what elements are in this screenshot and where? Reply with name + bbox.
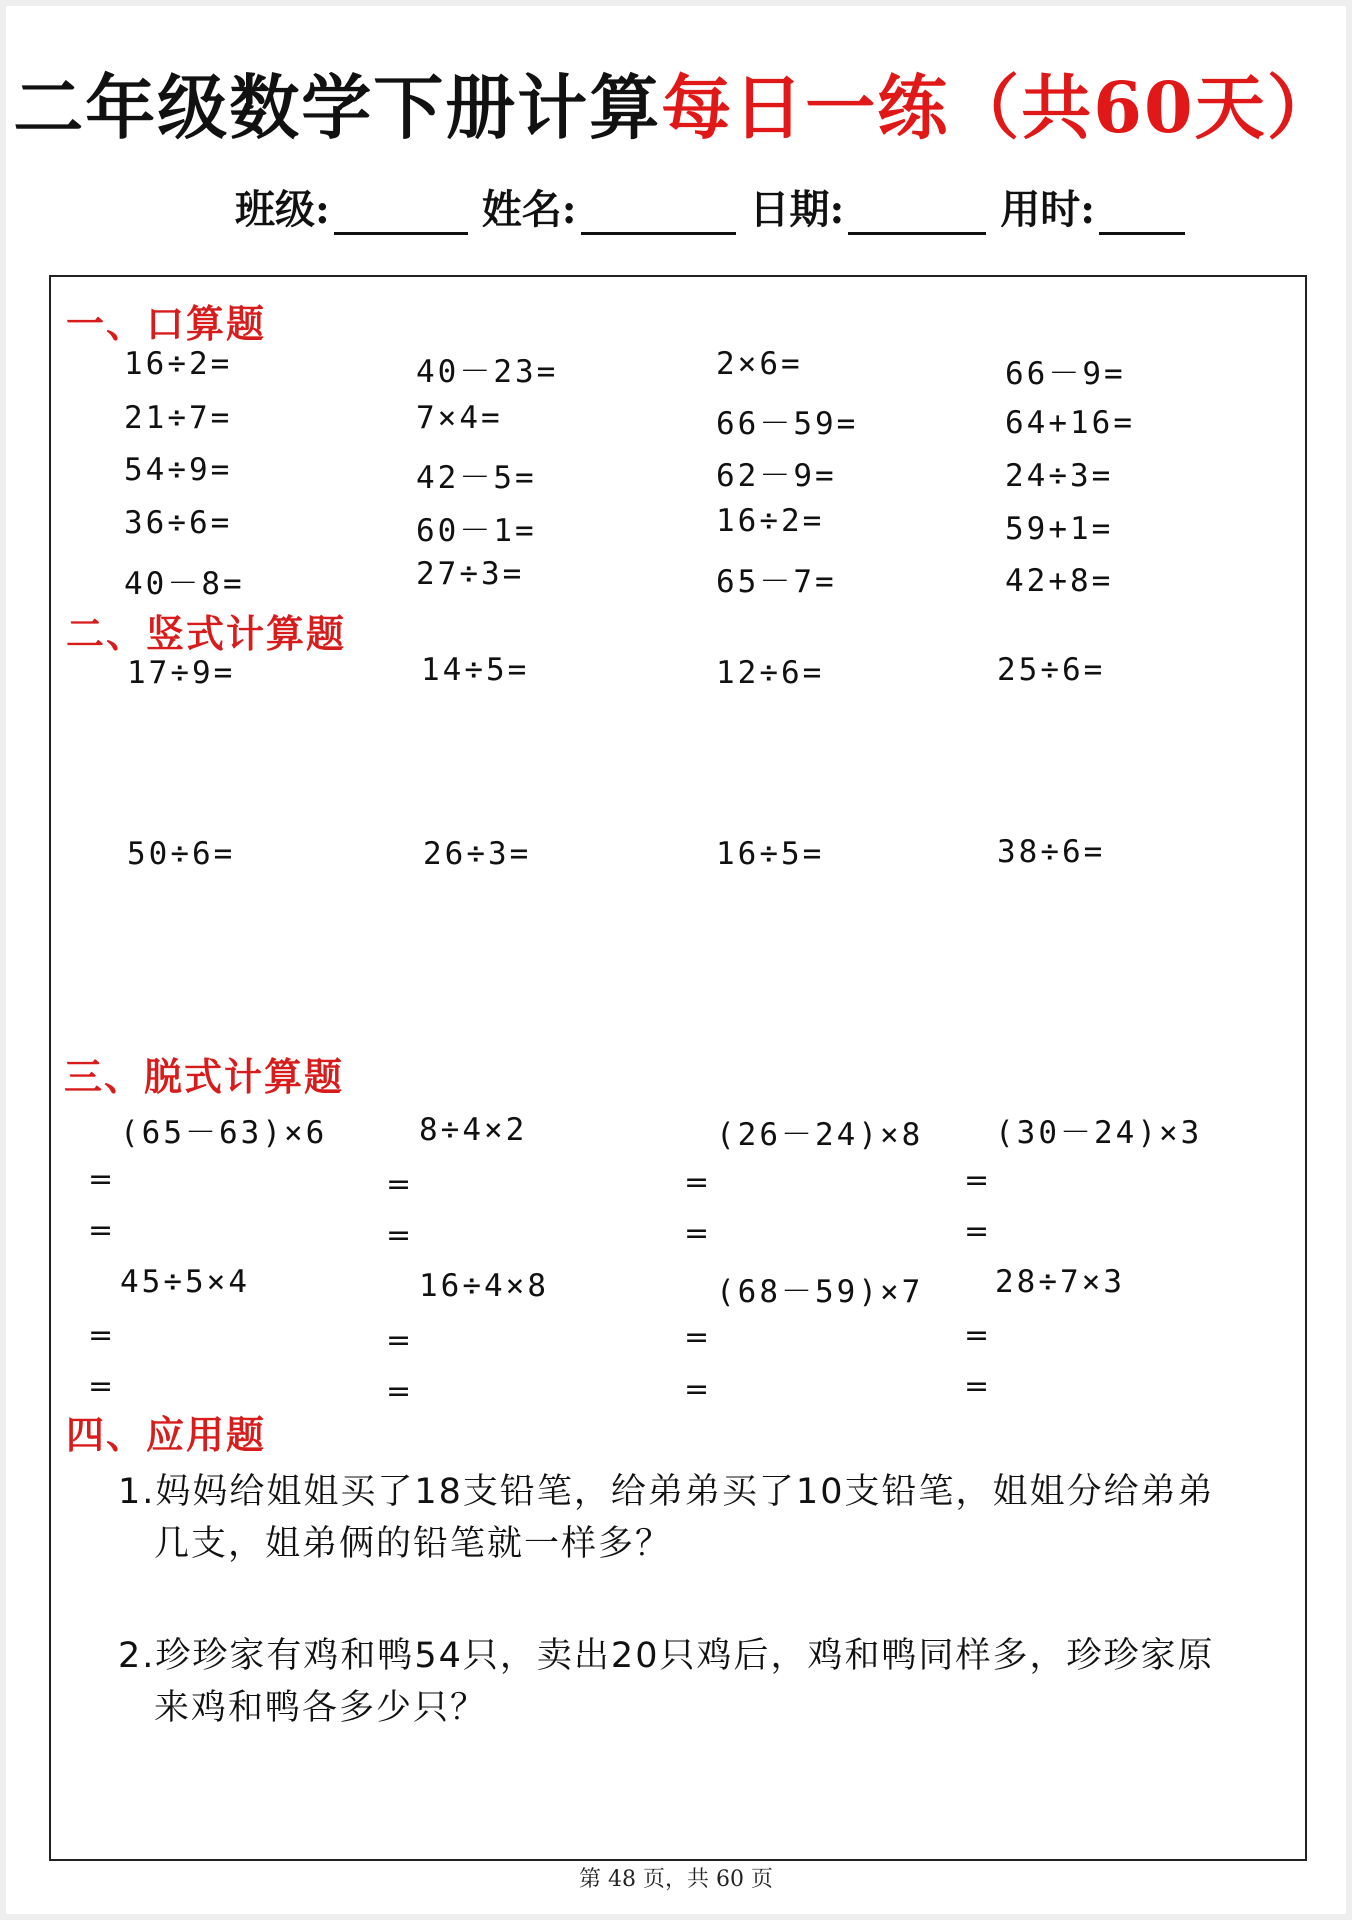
equals-sign: = [386, 1167, 412, 1202]
oral-item: 36÷6= [124, 505, 233, 541]
equals-sign: = [88, 1369, 114, 1404]
vertical-item: 38÷6= [997, 834, 1106, 870]
equals-sign: = [964, 1318, 990, 1353]
date-blank[interactable] [848, 192, 986, 235]
oral-item: 27÷3= [416, 556, 525, 592]
vertical-item: 26÷3= [423, 836, 532, 872]
step-item: (65－63)×6 [120, 1115, 328, 1151]
date-label: 日期: [749, 186, 845, 233]
oral-item: 66－9= [1005, 356, 1126, 392]
oral-item: 65－7= [716, 564, 837, 600]
applied-q2-line1: 2.珍珍家有鸡和鸭54只，卖出20只鸡后，鸡和鸭同样多，珍珍家原 [118, 1636, 1215, 1676]
oral-item: 64+16= [1005, 405, 1135, 441]
equals-sign: = [386, 1218, 412, 1253]
name-label: 姓名: [481, 186, 577, 233]
step-item: (30－24)×3 [995, 1115, 1203, 1151]
title-red: 每日一练（共60天） [661, 66, 1339, 149]
applied-q2-line2: 来鸡和鸭各多少只？ [154, 1688, 488, 1728]
vertical-item: 12÷6= [716, 655, 825, 691]
applied-question-2 [118, 1630, 1214, 1734]
section-step-title: 三、脱式计算题 [64, 1054, 345, 1099]
oral-item: 24÷3= [1005, 458, 1114, 494]
oral-item: 40－8= [124, 566, 245, 602]
equals-sign: = [88, 1318, 114, 1353]
section-oral-title: 一、口算题 [66, 301, 267, 346]
oral-item: 59+1= [1005, 511, 1114, 547]
page-footer: 第 48 页，共 60 页 [579, 1867, 773, 1892]
vertical-item: 16÷5= [716, 836, 825, 872]
equals-sign: = [964, 1369, 990, 1404]
equals-sign: = [386, 1323, 412, 1358]
oral-item: 66－59= [716, 406, 859, 442]
class-label: 班级: [235, 186, 330, 233]
vertical-item: 50÷6= [127, 836, 236, 872]
oral-item: 62－9= [716, 458, 837, 494]
oral-item: 21÷7= [124, 400, 233, 436]
equals-sign: = [964, 1163, 990, 1198]
student-info-row [235, 178, 1185, 235]
vertical-item: 14÷5= [421, 652, 530, 688]
applied-question-1 [118, 1466, 1214, 1570]
equals-sign: = [684, 1320, 710, 1355]
equals-sign: = [88, 1213, 114, 1248]
step-item: 8÷4×2 [419, 1112, 528, 1148]
vertical-item: 25÷6= [997, 652, 1106, 688]
title-black: 二年级数学下册计算 [13, 66, 662, 149]
step-item: 28÷7×3 [995, 1264, 1125, 1300]
equals-sign: = [684, 1165, 710, 1200]
class-blank[interactable] [334, 192, 468, 235]
page-title [0, 52, 1352, 153]
applied-q1-line1: 1.妈妈给姐姐买了18支铅笔，给弟弟买了10支铅笔，姐姐分给弟弟 [118, 1472, 1215, 1512]
step-item: 45÷5×4 [120, 1264, 250, 1300]
equals-sign: = [88, 1162, 114, 1197]
vertical-item: 17÷9= [127, 655, 236, 691]
time-label: 用时: [1000, 186, 1096, 233]
section-vertical-title: 二、竖式计算题 [66, 611, 347, 656]
oral-item: 42+8= [1005, 563, 1114, 599]
applied-q1-line2: 几支，姐弟俩的铅笔就一样多？ [154, 1524, 673, 1564]
name-blank[interactable] [581, 192, 736, 235]
equals-sign: = [684, 1216, 710, 1251]
oral-item: 60－1= [416, 513, 537, 549]
equals-sign: = [684, 1372, 710, 1407]
oral-item: 42－5= [416, 460, 537, 496]
oral-item: 16÷2= [124, 346, 233, 382]
section-applied-title: 四、应用题 [66, 1412, 267, 1457]
oral-item: 54÷9= [124, 452, 233, 488]
equals-sign: = [964, 1214, 990, 1249]
step-item: 16÷4×8 [419, 1268, 549, 1304]
oral-item: 40－23= [416, 354, 559, 390]
equals-sign: = [386, 1374, 412, 1409]
time-blank[interactable] [1099, 192, 1185, 235]
step-item: (68－59)×7 [716, 1274, 924, 1310]
oral-item: 7×4= [416, 400, 503, 436]
step-item: (26－24)×8 [716, 1117, 924, 1153]
oral-item: 2×6= [716, 346, 803, 382]
oral-item: 16÷2= [716, 503, 825, 539]
